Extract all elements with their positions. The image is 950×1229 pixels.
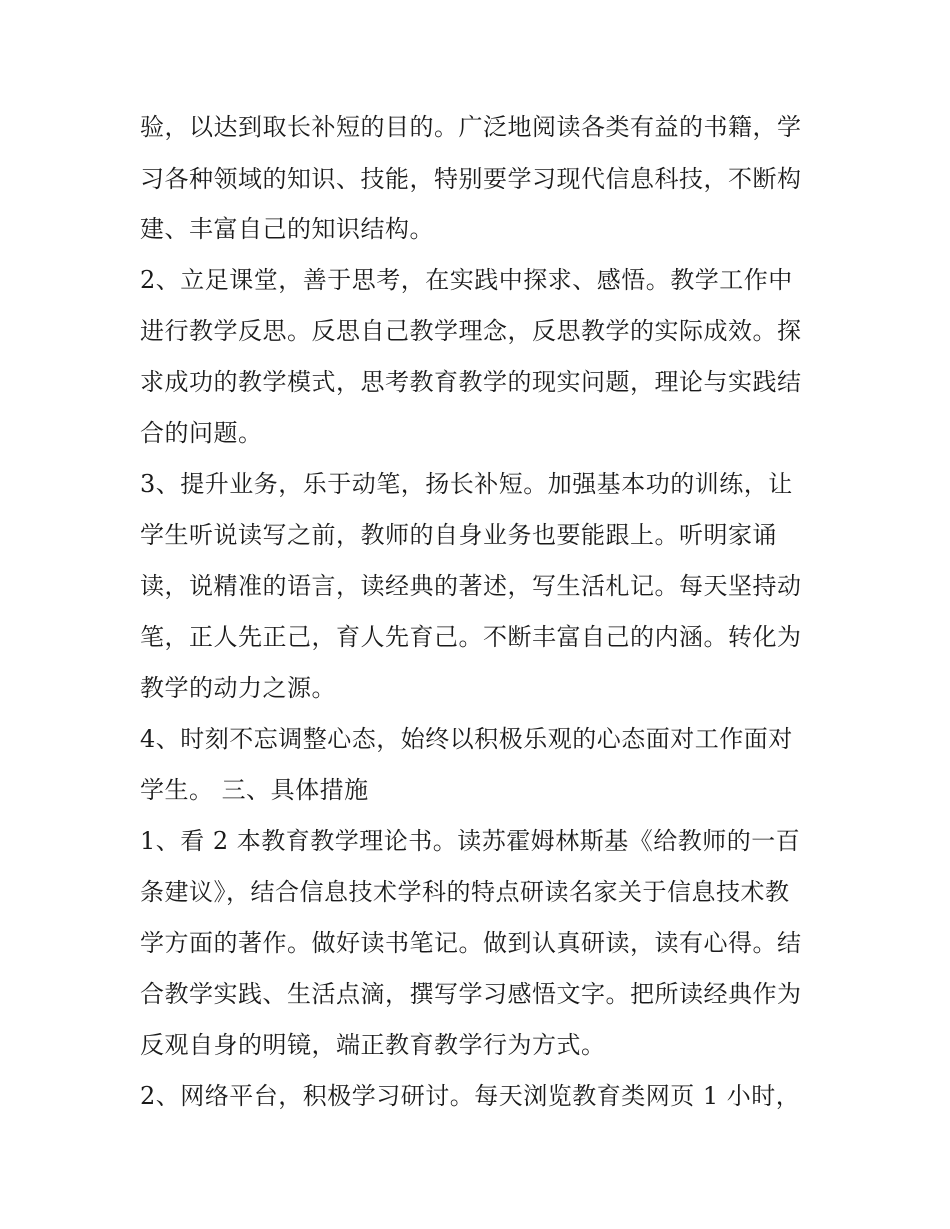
text-line: 读，说精准的语言，读经典的著述，写生活札记。每天坚持动 bbox=[140, 572, 802, 600]
text-line: 笔，正人先正己，育人先育己。不断丰富自己的内涵。转化为 bbox=[140, 623, 802, 651]
text-line: 学生听说读写之前，教师的自身业务也要能跟上。听明家诵 bbox=[140, 521, 777, 549]
text-line: 学生。 三、具体措施 bbox=[140, 776, 369, 804]
text-line: 教学的动力之源。 bbox=[140, 674, 336, 702]
text-line: 合教学实践、生活点滴，撰写学习感悟文字。把所读经典作为 bbox=[140, 980, 802, 1008]
text-line: 验，以达到取长补短的目的。广泛地阅读各类有益的书籍，学 bbox=[140, 113, 802, 141]
text-line: 习各种领域的知识、技能，特别要学习现代信息科技，不断构 bbox=[140, 165, 802, 193]
text-line: 4、时刻不忘调整心态，始终以积极乐观的心态面对工作面对 bbox=[140, 725, 793, 753]
text-line: 求成功的教学模式，思考教育教学的现实问题，理论与实践结 bbox=[140, 368, 802, 396]
text-line: 进行教学反思。反思自己教学理念，反思教学的实际成效。探 bbox=[140, 317, 802, 345]
text-line: 建、丰富自己的知识结构。 bbox=[140, 215, 434, 243]
text-line: 反观自身的明镜，端正教育教学行为方式。 bbox=[140, 1031, 606, 1059]
text-line: 3、提升业务，乐于动笔，扬长补短。加强基本功的训练，让 bbox=[140, 470, 793, 498]
text-line: 1、看 2 本教育教学理论书。读苏霍姆林斯基《给教师的一百 bbox=[140, 827, 801, 855]
text-line: 学方面的著作。做好读书笔记。做到认真研读，读有心得。结 bbox=[140, 929, 802, 957]
text-line: 2、网络平台，积极学习研讨。每天浏览教育类网页 1 小时， bbox=[140, 1082, 801, 1110]
text-line: 合的问题。 bbox=[140, 419, 263, 447]
text-line: 2、立足课堂，善于思考，在实践中探求、感悟。教学工作中 bbox=[140, 266, 793, 294]
text-line: 条建议》，结合信息技术学科的特点研读名家关于信息技术教 bbox=[140, 878, 790, 906]
